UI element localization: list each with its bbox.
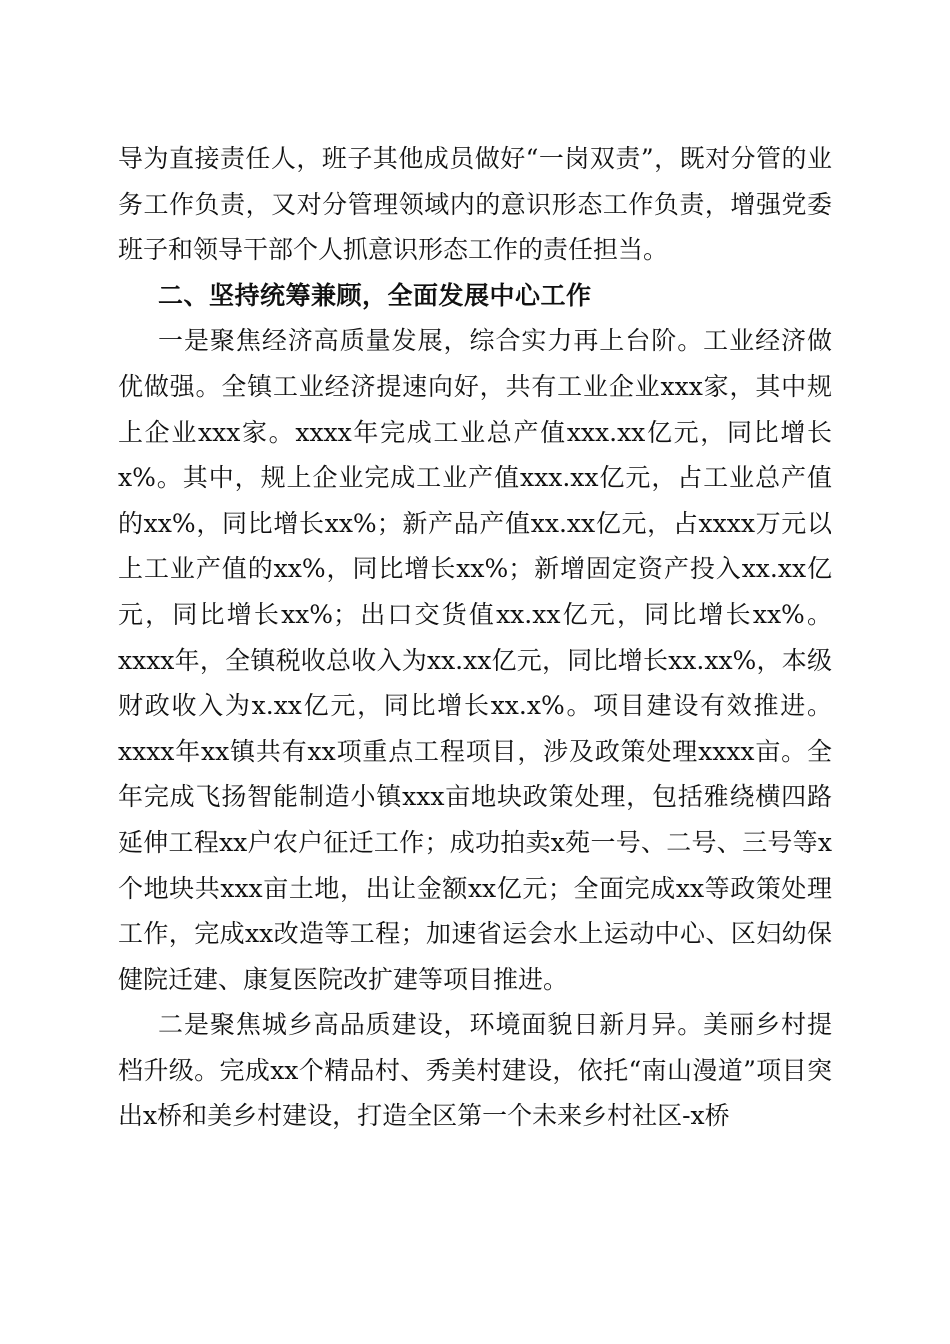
document-body: [118, 136, 832, 1139]
section-heading: 二、坚持统筹兼顾，全面发展中心工作: [158, 280, 592, 310]
paragraph-continuation: 导为直接责任人，班子其他成员做好“一岗双责”，既对分管的业务工作负责，又对分管理领域内的意识形态工作负责，增强党委班子和领导干部个人抓意识形态工作的责任担当。: [118, 144, 832, 265]
paragraph-economy: 一是聚焦经济高质量发展，综合实力再上台阶。工业经济做优做强。全镇工业经济提速向好，共有工业企业xxx家，其中规上企业xxx家。xxxx年完成工业总产值xxx.xx亿元，同比增长x%。其中，规上企业完成工业产值xxx.xx亿元，占工业总产值的xx%，同比增长xx%；新产品产值xx.xx亿元，占xxxx万元以上工业产值的xx%，同比增长xx%；新增固定资产投入xx.xx亿元，同比增长xx%；出口交货值xx.xx亿元，同比增长xx%。xxxx年，全镇税收总收入为xx.xx亿元，同比增长xx.xx%，本级财政收入为x.xx亿元，同比增长xx.x%。项目建设有效推进。xxxx年xx镇共有xx项重点工程项目，涉及政策处理xxxx亩。全年完成飞扬智能制造小镇xxx亩地块政策处理，包括雅绕横四路延伸工程xx户农户征迁工作；成功拍卖x苑一号、二号、三号等x个地块共xxx亩土地，出让金额xx亿元；全面完成xx等政策处理工作，完成xx改造等工程；加速省运会水上运动中心、区妇幼保健院迁建、康复医院改扩建等项目推进。: [118, 326, 832, 994]
paragraph-urban-rural: 二是聚焦城乡高品质建设，环境面貌日新月异。美丽乡村提档升级。完成xx个精品村、秀美村建设，依托“南山漫道”项目突出x桥和美乡村建设，打造全区第一个未来乡村社区-x桥: [118, 1010, 832, 1131]
